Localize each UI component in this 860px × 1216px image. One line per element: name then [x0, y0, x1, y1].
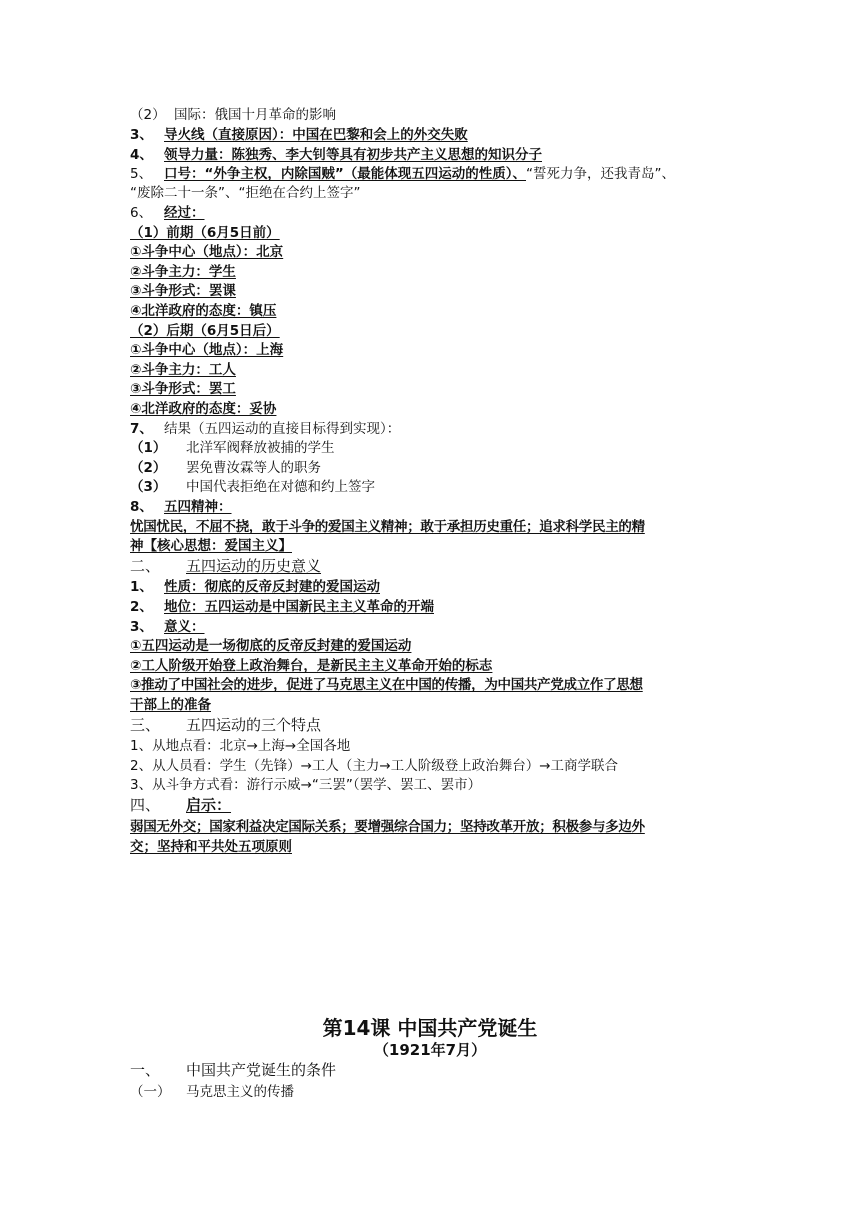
late-item: ①斗争中心（地点）：上海	[130, 342, 284, 358]
item-7: 7、 结果（五四运动的直接目标得到实现）：	[130, 421, 401, 437]
result-item: （1） 北洋军阀释放被捕的学生	[130, 440, 335, 456]
result-item: （2） 罢免曹汝霖等人的职务	[130, 460, 321, 476]
lesson-subsection-1: （一） 马克思主义的传播	[130, 1084, 294, 1100]
item-6: 6、 经过：	[130, 205, 205, 221]
early-title: （1）前期（6月5日前）	[130, 225, 280, 241]
early-item: ②斗争主力：学生	[130, 264, 236, 280]
section-4-heading: 四、 启示：	[130, 796, 232, 814]
section-2-heading: 二、 五四运动的历史意义	[130, 557, 322, 575]
late-title: （2）后期（6月5日后）	[130, 323, 280, 339]
feature-item: 1、从地点看：北京→上海→全国各地	[130, 738, 351, 754]
item-4: 4、 领导力量：陈独秀、李大钊等具有初步共产主义思想的知识分子	[130, 147, 542, 163]
lesson-date: （1921年7月）	[373, 1041, 487, 1059]
meaning-item: 干部上的准备	[130, 697, 211, 713]
intl-line: （2） 国际：俄国十月革命的影响	[130, 107, 336, 123]
meaning-item: ①五四运动是一场彻底的反帝反封建的爱国运动	[130, 638, 412, 654]
early-item: ③斗争形式：罢课	[130, 283, 236, 299]
sec2-item: 1、 性质：彻底的反帝反封建的爱国运动	[130, 579, 380, 595]
late-item: ②斗争主力：工人	[130, 362, 236, 378]
lesson-section-1: 一、 中国共产党诞生的条件	[130, 1061, 337, 1079]
meaning-item: ③推动了中国社会的进步，促进了马克思主义在中国的传播，为中国共产党成立作了思想	[130, 677, 643, 693]
feature-item: 3、从斗争方式看：游行示威→“三罢”（罢学、罢工、罢市）	[130, 777, 482, 793]
early-item: ①斗争中心（地点）：北京	[130, 244, 284, 260]
item-8: 8、 五四精神：	[130, 499, 232, 515]
item-5-cont: “废除二十一条”、“拒绝在合约上签字”	[130, 185, 361, 201]
result-item: （3） 中国代表拒绝在对德和约上签字	[130, 479, 375, 495]
item-3: 3、 导火线（直接原因）：中国在巴黎和会上的外交失败	[130, 127, 468, 143]
late-item: ④北洋政府的态度：妥协	[130, 401, 277, 417]
feature-item: 2、从人员看：学生（先锋）→工人（主力→工人阶级登上政治舞台）→工商学联合	[130, 758, 619, 774]
meaning-item: ②工人阶级开始登上政治舞台，是新民主主义革命开始的标志	[130, 658, 493, 674]
sec2-item: 3、 意义：	[130, 619, 205, 635]
insight-line-1: 弱国无外交；国家利益决定国际关系；要增强综合国力；坚持改革开放；积极参与多边外	[130, 819, 645, 835]
spirit-line-1: 忧国忧民，不屈不挠，敢于斗争的爱国主义精神；敢于承担历史重任；追求科学民主的精	[130, 519, 645, 535]
sec2-item: 2、 地位：五四运动是中国新民主主义革命的开端	[130, 599, 434, 615]
spirit-line-2: 神【核心思想：爱国主义】	[130, 538, 292, 554]
section-3-heading: 三、 五四运动的三个特点	[130, 716, 322, 734]
lesson-title: 第14课 中国共产党诞生	[322, 1016, 538, 1040]
item-5: 5、 口号：“外争主权，内除国贼”（最能体现五四运动的性质）、“誓死力争，还我青岛”、	[130, 166, 675, 182]
late-item: ③斗争形式：罢工	[130, 381, 236, 397]
insight-line-2: 交；坚持和平共处五项原则	[130, 839, 292, 855]
early-item: ④北洋政府的态度：镇压	[130, 303, 277, 319]
